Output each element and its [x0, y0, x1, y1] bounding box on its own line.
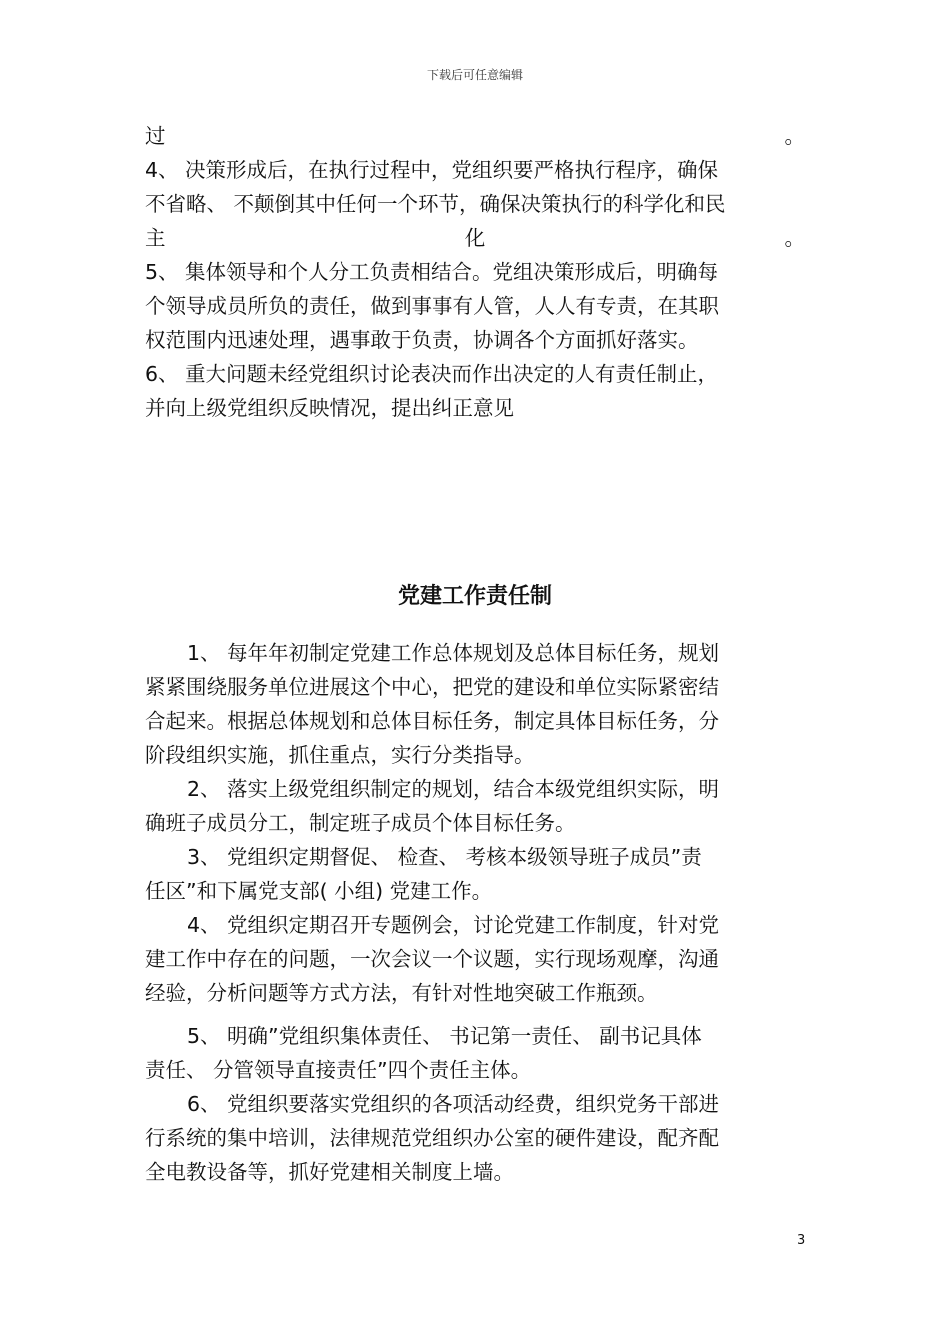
paragraph-line: 并向上级党组织反映情况，提出纠正意见	[145, 396, 514, 420]
paragraph-line: 4、 决策形成后，在执行过程中，党组织要严格执行程序，确保	[145, 158, 719, 182]
page-number: 3	[797, 1233, 806, 1248]
section-title: 党建工作责任制	[397, 584, 552, 609]
paragraph-line: 紧紧围绕服务单位进展这个中心，把党的建设和单位实际紧密结	[145, 675, 719, 699]
text-fragment: 。	[784, 226, 805, 250]
paragraph-line: 6、 重大问题未经党组织讨论表决而作出决定的人有责任制止，	[145, 362, 719, 386]
text-fragment: 过	[145, 124, 166, 148]
paragraph-line: 建工作中存在的问题，一次会议一个议题，实行现场观摩，沟通	[145, 947, 719, 971]
paragraph-line: 3、 党组织定期督促、 检查、 考核本级领导班子成员”责	[187, 845, 702, 869]
paragraph-line: 不省略、 不颠倒其中任何一个环节，确保决策执行的科学化和民	[145, 192, 726, 216]
paragraph-line: 确班子成员分工，制定班子成员个体目标任务。	[145, 811, 576, 835]
paragraph-line: 1、 每年年初制定党建工作总体规划及总体目标任务，规划	[187, 641, 720, 665]
paragraph-line: 5、 集体领导和个人分工负责相结合。党组决策形成后，明确每	[145, 260, 719, 284]
paragraph-line	[145, 221, 805, 255]
page-header: 下载后可任意编辑	[426, 68, 523, 82]
paragraph-line: 行系统的集中培训，法律规范党组织办公室的硬件建设，配齐配	[145, 1126, 719, 1150]
text-fragment: 化	[464, 226, 486, 250]
paragraph-line: 4、 党组织定期召开专题例会，讨论党建工作制度，针对党	[187, 913, 720, 937]
paragraph-line: 6、 党组织要落实党组织的各项活动经费，组织党务干部进	[187, 1092, 720, 1116]
top-section	[145, 119, 805, 425]
paragraph-line: 责任、 分管领导直接责任”四个责任主体。	[145, 1058, 532, 1082]
paragraph-line: 全电教设备等，抓好党建相关制度上墙。	[145, 1160, 514, 1184]
section-body-1	[145, 636, 805, 1010]
paragraph-line: 阶段组织实施，抓住重点，实行分类指导。	[145, 743, 535, 767]
paragraph-line: 合起来。根据总体规划和总体目标任务，制定具体目标任务，分	[145, 709, 719, 733]
paragraph-line: 任区”和下属党支部( 小组) 党建工作。	[145, 879, 493, 903]
section-body-2	[145, 1019, 805, 1189]
paragraph-line	[145, 119, 805, 153]
text-fragment: 。	[784, 124, 805, 148]
paragraph-line: 权范围内迅速处理，遇事敢于负责，协调各个方面抓好落实。	[145, 328, 699, 352]
paragraph-line: 经验，分析问题等方式方法，有针对性地突破工作瓶颈。	[145, 981, 658, 1005]
text-fragment: 主	[145, 226, 166, 250]
paragraph-line: 5、 明确”党组织集体责任、 书记第一责任、 副书记具体	[187, 1024, 702, 1048]
paragraph-line: 2、 落实上级党组织制定的规划，结合本级党组织实际，明	[187, 777, 720, 801]
paragraph-line: 个领导成员所负的责任，做到事事有人管，人人有专责，在其职	[145, 294, 719, 318]
